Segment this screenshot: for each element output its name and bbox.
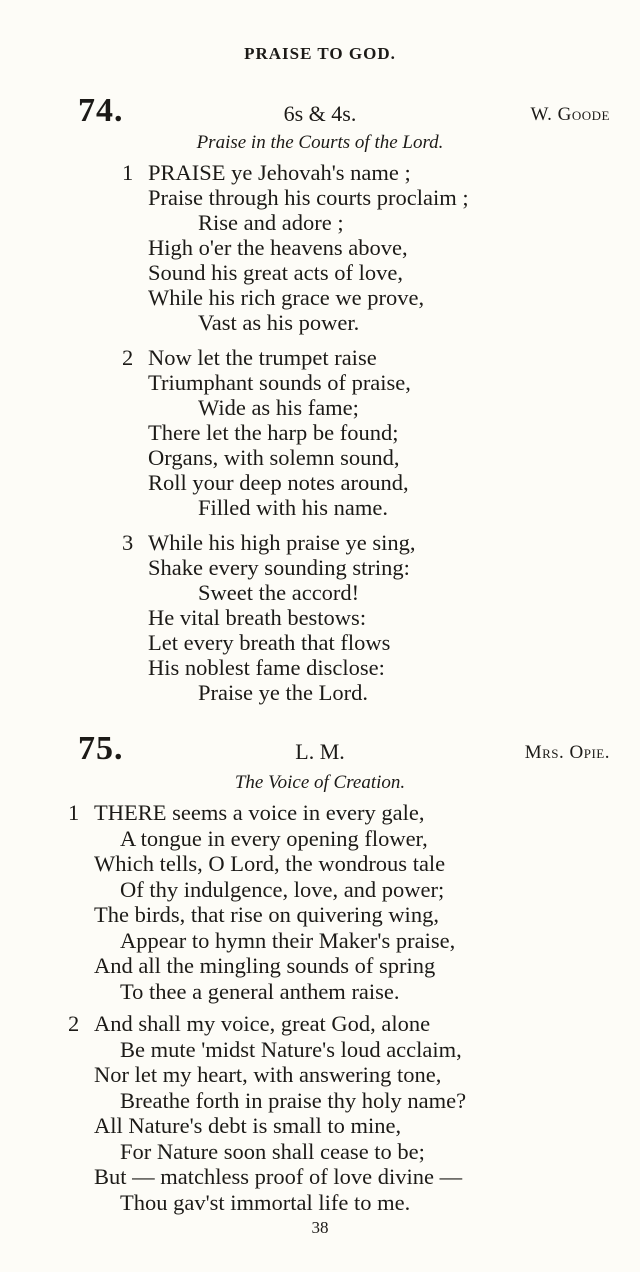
verse-line: PRAISE ye Jehovah's name ;	[148, 160, 411, 185]
verse-line: Nor let my heart, with answering tone,	[94, 1062, 442, 1087]
stanza-number: 1	[68, 800, 80, 825]
verse-line: Triumphant sounds of praise,	[148, 370, 411, 395]
verse-line: Filled with his name.	[198, 495, 388, 520]
hymn-meter: L. M.	[295, 739, 345, 764]
verse-line: Roll your deep notes around,	[148, 470, 409, 495]
verse-line: He vital breath bestows:	[148, 605, 367, 630]
hymn-author: W. Goode	[530, 104, 610, 125]
verse-line: Rise and adore ;	[198, 210, 344, 235]
hymn-number: 75.	[78, 730, 124, 767]
verse-line: Sound his great acts of love,	[148, 260, 403, 285]
verse-line: Now let the trumpet raise	[148, 345, 377, 370]
verse-line: To thee a general anthem raise.	[120, 978, 400, 1004]
verse-line: But — matchless proof of love divine —	[94, 1164, 463, 1189]
verse-line: Breathe forth in praise thy holy name?	[120, 1087, 467, 1113]
verse-line: There let the harp be found;	[148, 420, 399, 445]
hymn-title: The Voice of Creation.	[234, 772, 406, 793]
stanza-number: 1	[122, 160, 134, 185]
verse-line: Sweet the accord!	[198, 580, 360, 605]
verse-line: Appear to hymn their Maker's praise,	[120, 927, 456, 953]
verse-line: Organs, with solemn sound,	[148, 445, 400, 470]
verse-line: THERE seems a voice in every gale,	[94, 800, 425, 825]
hymn-title: Praise in the Courts of the Lord.	[196, 132, 444, 153]
verse-line: Thou gav'st immortal life to me.	[120, 1189, 411, 1215]
stanza-number: 3	[122, 530, 134, 555]
verse-line: Vast as his power.	[198, 310, 360, 335]
verse-line: While his rich grace we prove,	[148, 285, 425, 310]
hymn-number: 74.	[78, 92, 124, 129]
verse-line: And shall my voice, great God, alone	[94, 1011, 431, 1036]
verse-line: Praise through his courts proclaim ;	[148, 185, 469, 210]
verse-line: Wide as his fame;	[198, 395, 359, 420]
verse-line: Let every breath that flows	[148, 630, 391, 655]
verse-line: Praise ye the Lord.	[198, 680, 368, 705]
verse-line: And all the mingling sounds of spring	[94, 953, 436, 978]
verse-line: His noblest fame disclose:	[148, 655, 385, 680]
verse-line: High o'er the heavens above,	[148, 235, 408, 260]
verse-line: For Nature soon shall cease to be;	[120, 1138, 425, 1164]
hymn-author: Mrs. Opie.	[524, 742, 610, 763]
verse-line: Of thy indulgence, love, and power;	[120, 876, 445, 902]
hymn-meter: 6s & 4s.	[283, 101, 357, 126]
verse-line: All Nature's debt is small to mine,	[94, 1113, 402, 1138]
verse-line: While his high praise ye sing,	[148, 530, 416, 555]
stanza-number: 2	[122, 345, 134, 370]
hymn-75-header	[0, 730, 640, 767]
page-number: 38	[311, 1218, 329, 1237]
verse-line: A tongue in every opening flower,	[120, 825, 428, 851]
hymn-74-header	[0, 92, 640, 129]
verse-line: Be mute 'midst Nature's loud acclaim,	[120, 1036, 462, 1062]
running-head: PRAISE TO GOD.	[244, 44, 396, 63]
verse-line: Shake every sounding string:	[148, 555, 410, 580]
verse-line: Which tells, O Lord, the wondrous tale	[94, 851, 446, 876]
stanza-number: 2	[68, 1011, 80, 1036]
verse-line: The birds, that rise on quivering wing,	[94, 902, 439, 927]
